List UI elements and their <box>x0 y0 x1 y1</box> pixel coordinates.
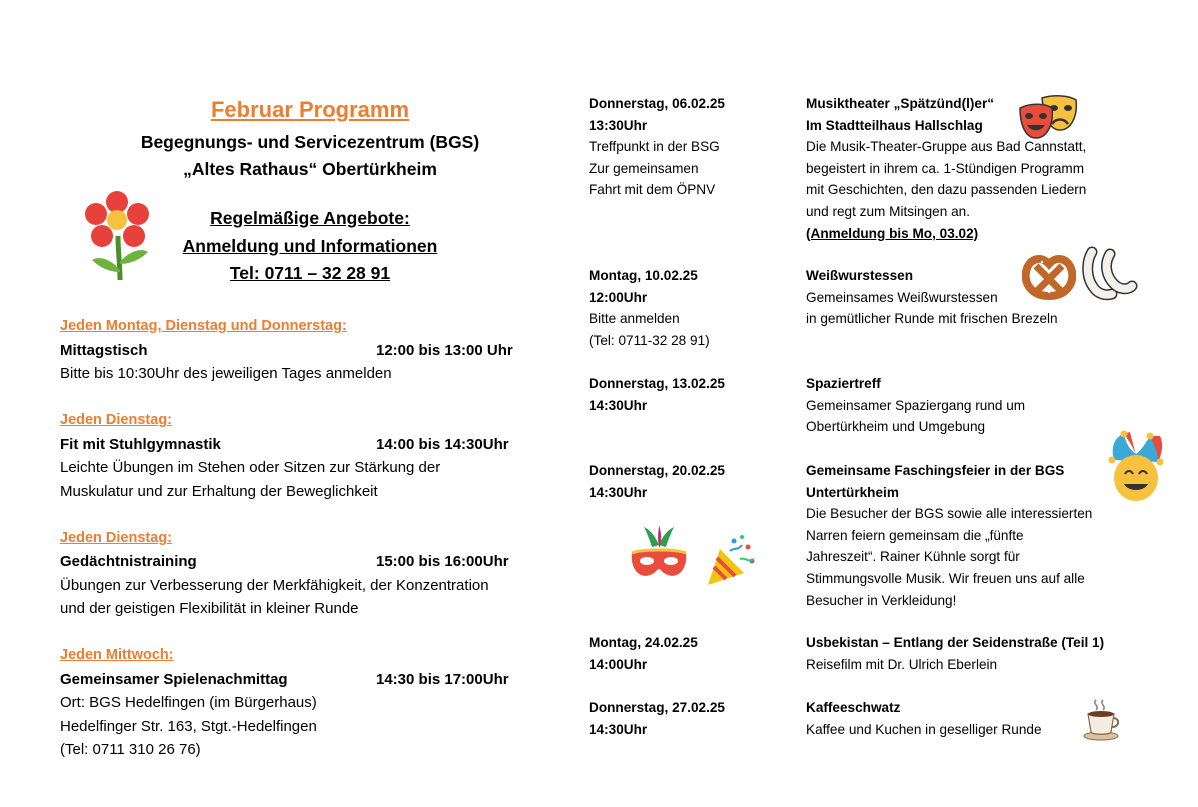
event-title: Musiktheater „Spätzünd(l)er“ <box>806 96 995 111</box>
regular-desc: Bitte bis 10:30Uhr des jeweiligen Tages anmelden <box>60 365 392 382</box>
regular-heading: Jeden Mittwoch: <box>60 647 174 663</box>
regular-desc: Ort: BGS Hedelfingen (im Bürgerhaus) <box>60 694 317 711</box>
event-note: Treffpunkt in der BSG <box>589 139 720 155</box>
header-phone: Tel: 0711 – 32 28 91 <box>229 263 391 283</box>
event-desc: begeistert in ihrem ca. 1-Stündigen Programm <box>806 160 1085 176</box>
event-date: Donnerstag, 13.02.25 <box>589 376 725 391</box>
event-title: Untertürkheim <box>806 484 899 500</box>
event-desc: Die Besucher der BGS sowie alle interessierten <box>806 506 1093 522</box>
event-time: 12:00Uhr <box>589 289 648 305</box>
event-date-block <box>589 265 710 351</box>
event-title: Weißwurstessen <box>806 268 914 283</box>
event-desc: Besucher in Verkleidung! <box>806 592 957 608</box>
regular-heading: Jeden Dienstag: <box>60 530 172 546</box>
header-line-bgs: Begegnungs- und Servicezentrum (BGS) <box>140 132 480 152</box>
party-popper-icon <box>704 533 760 589</box>
event-date: Donnerstag, 06.02.25 <box>589 96 725 111</box>
regular-desc: Übungen zur Verbesserung der Merkfähigkeit, der Konzentration <box>60 577 489 594</box>
jester-icon <box>1104 430 1168 504</box>
regular-desc: Leichte Übungen im Stehen oder Sitzen zur Stärkung der <box>60 459 441 476</box>
event-details <box>806 265 1058 330</box>
carnival-mask-icon <box>628 525 690 587</box>
theater-masks-icon <box>1018 94 1078 140</box>
event-time: 14:30Uhr <box>589 721 648 737</box>
regular-time: 14:30 bis 17:00Uhr <box>376 671 509 688</box>
regular-time: 15:00 bis 16:00Uhr <box>376 553 509 570</box>
event-desc: Reisefilm mit Dr. Ulrich Eberlein <box>806 656 998 672</box>
event-note: (Tel: 0711-32 28 91) <box>589 332 710 348</box>
page-title: Februar Programm <box>210 97 410 122</box>
event-desc: in gemütlicher Runde mit frischen Brezeln <box>806 311 1058 327</box>
sausage-icon <box>1082 246 1138 302</box>
event-details <box>806 460 1092 611</box>
regular-desc: und der geistigen Flexibilität in kleiner Runde <box>60 600 359 617</box>
regular-name: Gemeinsamer Spielenachmittag <box>60 671 288 688</box>
regular-desc: Hedelfinger Str. 163, Stgt.-Hedelfingen <box>60 718 317 735</box>
event-note: Zur gemeinsamen <box>589 160 699 176</box>
event-desc: Die Musik-Theater-Gruppe aus Bad Cannstatt, <box>806 139 1087 155</box>
event-date: Donnerstag, 27.02.25 <box>589 700 725 715</box>
event-date: Montag, 10.02.25 <box>589 268 698 283</box>
event-time: 14:30Uhr <box>589 397 648 413</box>
regular-name: Mittagstisch <box>60 342 148 359</box>
regular-name: Fit mit Stuhlgymnastik <box>60 436 221 453</box>
event-date-block <box>589 697 725 740</box>
regular-desc: (Tel: 0711 310 26 76) <box>60 741 201 758</box>
event-date: Montag, 24.02.25 <box>589 635 698 650</box>
coffee-cup-icon <box>1082 698 1122 742</box>
regular-heading: Jeden Dienstag: <box>60 412 172 428</box>
regular-name: Gedächtnistraining <box>60 553 197 570</box>
event-details <box>806 697 1042 740</box>
event-date-block <box>589 632 698 675</box>
event-note: Bitte anmelden <box>589 311 680 327</box>
regular-time: 12:00 bis 13:00 Uhr <box>376 342 513 359</box>
event-date-block <box>589 373 725 416</box>
event-desc: Jahreszeit“. Rainer Kühnle sorgt für <box>806 549 1020 565</box>
header-registration: Anmeldung und Informationen <box>182 236 438 256</box>
header-line-rathaus: „Altes Rathaus“ Obertürkheim <box>183 159 437 179</box>
event-details <box>806 632 1104 675</box>
event-date: Donnerstag, 20.02.25 <box>589 463 725 478</box>
event-details <box>806 373 1025 438</box>
event-desc: Gemeinsamer Spaziergang rund um <box>806 397 1026 413</box>
event-time: 14:00Uhr <box>589 656 648 672</box>
regular-time: 14:00 bis 14:30Uhr <box>376 436 509 453</box>
event-note: Fahrt mit dem ÖPNV <box>589 182 716 198</box>
regular-desc: Muskulatur und zur Erhaltung der Beweglichkeit <box>60 483 378 500</box>
event-title: Spaziertreff <box>806 376 881 391</box>
event-registration-note: (Anmeldung bis Mo, 03.02) <box>806 225 979 241</box>
event-date-block <box>589 460 725 503</box>
event-desc: mit Geschichten, den dazu passenden Liedern <box>806 182 1087 198</box>
event-desc: Obertürkheim und Umgebung <box>806 419 986 435</box>
regular-heading: Jeden Montag, Dienstag und Donnerstag: <box>60 318 347 334</box>
event-date-block <box>589 93 725 201</box>
event-desc: Gemeinsames Weißwurstessen <box>806 289 998 305</box>
event-time: 14:30Uhr <box>589 484 648 500</box>
event-title: Gemeinsame Faschingsfeier in der BGS <box>806 463 1065 478</box>
event-desc: Kaffee und Kuchen in geselliger Runde <box>806 721 1042 737</box>
event-title: Usbekistan – Entlang der Seidenstraße (Teil 1) <box>806 635 1105 650</box>
event-title: Im Stadtteilhaus Hallschlag <box>806 117 983 133</box>
event-time: 13:30Uhr <box>589 117 648 133</box>
flower-icon <box>80 190 154 282</box>
event-title: Kaffeeschwatz <box>806 700 901 715</box>
event-desc: Stimmungsvolle Musik. Wir freuen uns auf alle <box>806 570 1085 586</box>
header-regular-offers: Regelmäßige Angebote: <box>210 208 410 228</box>
event-desc: Narren feiern gemeinsam die „fünfte <box>806 527 1024 543</box>
event-desc: und regt zum Mitsingen an. <box>806 203 970 219</box>
pretzel-icon <box>1022 252 1076 300</box>
